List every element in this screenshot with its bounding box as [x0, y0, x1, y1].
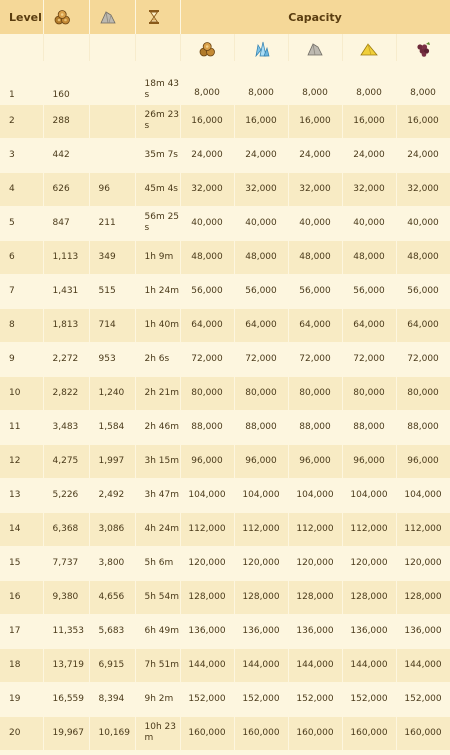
capacity-marble-cell: 80,000: [288, 376, 342, 410]
wine-icon: [414, 41, 432, 57]
table-row: [0, 546, 450, 580]
wood-cost-cell: 2,272: [43, 342, 89, 376]
capacity-marble-cell: 40,000: [288, 206, 342, 240]
capacity-crystal-cell: 128,000: [234, 580, 288, 614]
wood-cost-cell: 1,813: [43, 308, 89, 342]
marble-cost-cell: 515: [89, 274, 135, 308]
capacity-wood-cell: 88,000: [180, 410, 234, 444]
capacity-sulfur-cell: 136,000: [342, 614, 396, 648]
capacity-wine-cell: 136,000: [396, 614, 450, 648]
capacity-header: Capacity: [180, 0, 450, 34]
marble-cost-cell: 6,915: [89, 648, 135, 682]
build-time-cell: 1h 9m: [135, 240, 180, 274]
marble-cost-cell: 1,240: [89, 376, 135, 410]
level-cell: 12: [0, 444, 43, 478]
level-cell: 5: [0, 206, 43, 240]
wood-cost-cell: 847: [43, 206, 89, 240]
marble-cost-cell: 2,492: [89, 478, 135, 512]
capacity-sulfur-cell: 160,000: [342, 716, 396, 750]
level-cell: 6: [0, 240, 43, 274]
wood-cost-cell: 2,822: [43, 376, 89, 410]
capacity-wine-cell: 72,000: [396, 342, 450, 376]
capacity-wine-cell: 40,000: [396, 206, 450, 240]
capacity-marble-cell: 128,000: [288, 580, 342, 614]
capacity-wine-header: [396, 34, 450, 61]
level-cell: 13: [0, 478, 43, 512]
build-time-cell: 3h 47m: [135, 478, 180, 512]
capacity-wine-cell: 120,000: [396, 546, 450, 580]
marble-cost-cell: [89, 138, 135, 172]
capacity-wine-cell: 80,000: [396, 376, 450, 410]
build-time-cell: 26m 23s: [135, 104, 180, 138]
level-cell: 14: [0, 512, 43, 546]
build-time-cell: 3h 15m: [135, 444, 180, 478]
wood-cost-cell: 11,353: [43, 614, 89, 648]
capacity-sulfur-cell: 32,000: [342, 172, 396, 206]
capacity-wine-cell: 104,000: [396, 478, 450, 512]
wood-cost-cell: 1,431: [43, 274, 89, 308]
wood-cost-cell: 1,113: [43, 240, 89, 274]
capacity-crystal-cell: 112,000: [234, 512, 288, 546]
marble-icon: [306, 41, 324, 57]
capacity-sulfur-cell: 144,000: [342, 648, 396, 682]
capacity-marble-cell: 32,000: [288, 172, 342, 206]
marble-cost-cell: 953: [89, 342, 135, 376]
wood-cost-cell: 160: [43, 61, 89, 104]
table-row: [0, 614, 450, 648]
build-time-cell: 35m 7s: [135, 138, 180, 172]
marble-cost-cell: 96: [89, 172, 135, 206]
table-row: [0, 478, 450, 512]
marble-cost-cell: 349: [89, 240, 135, 274]
capacity-wood-cell: 40,000: [180, 206, 234, 240]
table-row: [0, 648, 450, 682]
capacity-wine-cell: 8,000: [396, 61, 450, 104]
marble-cost-cell: 4,656: [89, 580, 135, 614]
level-cell: 18: [0, 648, 43, 682]
capacity-wood-cell: 16,000: [180, 104, 234, 138]
capacity-crystal-cell: 56,000: [234, 274, 288, 308]
capacity-wood-cell: 24,000: [180, 138, 234, 172]
table-row: [0, 274, 450, 308]
build-time-cell: 2h 6s: [135, 342, 180, 376]
capacity-wood-cell: 32,000: [180, 172, 234, 206]
capacity-sulfur-cell: 120,000: [342, 546, 396, 580]
level-cell: 8: [0, 308, 43, 342]
level-cell: 15: [0, 546, 43, 580]
capacity-sulfur-cell: 104,000: [342, 478, 396, 512]
level-cell: 19: [0, 682, 43, 716]
build-time-cell: 1h 24m: [135, 274, 180, 308]
wood-cost-cell: 4,275: [43, 444, 89, 478]
capacity-sulfur-cell: 40,000: [342, 206, 396, 240]
wood-cost-cell: 5,226: [43, 478, 89, 512]
hourglass-icon: [145, 9, 163, 25]
build-time-cell: 45m 4s: [135, 172, 180, 206]
wood-icon: [198, 41, 216, 57]
capacity-sulfur-cell: 80,000: [342, 376, 396, 410]
level-cell: 1: [0, 61, 43, 104]
capacity-crystal-cell: 48,000: [234, 240, 288, 274]
marble-cost-cell: 1,584: [89, 410, 135, 444]
capacity-marble-cell: 144,000: [288, 648, 342, 682]
capacity-wood-cell: 80,000: [180, 376, 234, 410]
capacity-marble-cell: 8,000: [288, 61, 342, 104]
capacity-wine-cell: 144,000: [396, 648, 450, 682]
capacity-sulfur-cell: 56,000: [342, 274, 396, 308]
level-cell: 3: [0, 138, 43, 172]
build-time-cell: 2h 21m: [135, 376, 180, 410]
marble-cost-cell: [89, 61, 135, 104]
build-time-cell: 5h 54m: [135, 580, 180, 614]
table-row: [0, 61, 450, 104]
capacity-wine-cell: 112,000: [396, 512, 450, 546]
capacity-sulfur-header: [342, 34, 396, 61]
capacity-marble-cell: 24,000: [288, 138, 342, 172]
capacity-wood-cell: 96,000: [180, 444, 234, 478]
capacity-sulfur-cell: 24,000: [342, 138, 396, 172]
wood-icon: [53, 9, 71, 25]
capacity-wood-cell: 48,000: [180, 240, 234, 274]
capacity-wine-cell: 32,000: [396, 172, 450, 206]
marble-cost-cell: 3,800: [89, 546, 135, 580]
build-time-cell: 6h 49m: [135, 614, 180, 648]
capacity-sulfur-cell: 8,000: [342, 61, 396, 104]
wood-cost-cell: 442: [43, 138, 89, 172]
capacity-sulfur-cell: 128,000: [342, 580, 396, 614]
capacity-marble-cell: 120,000: [288, 546, 342, 580]
marble-cost-cell: 714: [89, 308, 135, 342]
capacity-wine-cell: 24,000: [396, 138, 450, 172]
table-row: [0, 308, 450, 342]
capacity-marble-cell: 160,000: [288, 716, 342, 750]
capacity-icons-row: [0, 34, 450, 61]
capacity-crystal-cell: 64,000: [234, 308, 288, 342]
capacity-wood-cell: 136,000: [180, 614, 234, 648]
build-time-cell: 2h 46m: [135, 410, 180, 444]
wood-cost-cell: 288: [43, 104, 89, 138]
wood-cost-cell: 16,559: [43, 682, 89, 716]
capacity-wine-cell: 96,000: [396, 444, 450, 478]
level-cell: 20: [0, 716, 43, 750]
wood-cost-cell: 626: [43, 172, 89, 206]
marble-cost-header: [89, 0, 135, 34]
marble-icon: [99, 9, 117, 25]
capacity-crystal-cell: 120,000: [234, 546, 288, 580]
capacity-marble-cell: 136,000: [288, 614, 342, 648]
capacity-marble-cell: 152,000: [288, 682, 342, 716]
capacity-crystal-header: [234, 34, 288, 61]
table-row: [0, 240, 450, 274]
capacity-crystal-cell: 24,000: [234, 138, 288, 172]
table-row: [0, 138, 450, 172]
capacity-sulfur-cell: 48,000: [342, 240, 396, 274]
capacity-wine-cell: 64,000: [396, 308, 450, 342]
wood-cost-cell: 7,737: [43, 546, 89, 580]
marble-cost-cell: 8,394: [89, 682, 135, 716]
table-row: [0, 104, 450, 138]
capacity-crystal-cell: 72,000: [234, 342, 288, 376]
build-time-cell: 7h 51m: [135, 648, 180, 682]
capacity-marble-header: [288, 34, 342, 61]
capacity-wood-cell: 64,000: [180, 308, 234, 342]
table-row: [0, 342, 450, 376]
level-cell: 17: [0, 614, 43, 648]
capacity-crystal-cell: 104,000: [234, 478, 288, 512]
marble-cost-cell: 1,997: [89, 444, 135, 478]
build-time-cell: 9h 2m: [135, 682, 180, 716]
capacity-crystal-cell: 16,000: [234, 104, 288, 138]
capacity-marble-cell: 88,000: [288, 410, 342, 444]
capacity-sulfur-cell: 16,000: [342, 104, 396, 138]
capacity-wine-cell: 128,000: [396, 580, 450, 614]
table-row: [0, 444, 450, 478]
table-row: [0, 410, 450, 444]
capacity-sulfur-cell: 152,000: [342, 682, 396, 716]
crystal-icon: [252, 41, 270, 57]
sulfur-icon: [360, 41, 378, 57]
capacity-wood-header: [180, 34, 234, 61]
wood-cost-cell: 19,967: [43, 716, 89, 750]
capacity-wood-cell: 8,000: [180, 61, 234, 104]
build-time-cell: 56m 25s: [135, 206, 180, 240]
capacity-crystal-cell: 96,000: [234, 444, 288, 478]
capacity-crystal-cell: 152,000: [234, 682, 288, 716]
capacity-wine-cell: 160,000: [396, 716, 450, 750]
capacity-marble-cell: 48,000: [288, 240, 342, 274]
wood-cost-cell: 13,719: [43, 648, 89, 682]
capacity-sulfur-cell: 64,000: [342, 308, 396, 342]
capacity-crystal-cell: 8,000: [234, 61, 288, 104]
build-time-cell: 10h 23m: [135, 716, 180, 750]
capacity-wood-cell: 128,000: [180, 580, 234, 614]
level-cell: 11: [0, 410, 43, 444]
capacity-crystal-cell: 80,000: [234, 376, 288, 410]
build-time-cell: 4h 24m: [135, 512, 180, 546]
level-cell: 7: [0, 274, 43, 308]
marble-cost-cell: 3,086: [89, 512, 135, 546]
capacity-marble-cell: 104,000: [288, 478, 342, 512]
capacity-marble-cell: 112,000: [288, 512, 342, 546]
build-time-cell: 18m 43s: [135, 61, 180, 104]
build-time-cell: 1h 40m: [135, 308, 180, 342]
level-cell: 10: [0, 376, 43, 410]
capacity-wood-cell: 56,000: [180, 274, 234, 308]
capacity-sulfur-cell: 88,000: [342, 410, 396, 444]
build-time-header: [135, 0, 180, 34]
capacity-wine-cell: 16,000: [396, 104, 450, 138]
capacity-sulfur-cell: 72,000: [342, 342, 396, 376]
capacity-wood-cell: 112,000: [180, 512, 234, 546]
wood-cost-cell: 6,368: [43, 512, 89, 546]
wood-cost-cell: 9,380: [43, 580, 89, 614]
table-row: [0, 512, 450, 546]
capacity-wood-cell: 120,000: [180, 546, 234, 580]
capacity-sulfur-cell: 112,000: [342, 512, 396, 546]
level-cell: 2: [0, 104, 43, 138]
capacity-crystal-cell: 136,000: [234, 614, 288, 648]
capacity-sulfur-cell: 96,000: [342, 444, 396, 478]
level-header: Level: [0, 0, 43, 34]
header-row: [0, 0, 450, 34]
capacity-wine-cell: 48,000: [396, 240, 450, 274]
capacity-wine-cell: 56,000: [396, 274, 450, 308]
build-time-cell: 5h 6m: [135, 546, 180, 580]
level-cell: 4: [0, 172, 43, 206]
capacity-marble-cell: 16,000: [288, 104, 342, 138]
wood-cost-header: [43, 0, 89, 34]
capacity-wood-cell: 144,000: [180, 648, 234, 682]
table-row: [0, 376, 450, 410]
capacity-marble-cell: 56,000: [288, 274, 342, 308]
table-row: [0, 580, 450, 614]
level-cell: 9: [0, 342, 43, 376]
table-row: [0, 172, 450, 206]
capacity-crystal-cell: 40,000: [234, 206, 288, 240]
marble-cost-cell: 211: [89, 206, 135, 240]
capacity-wood-cell: 152,000: [180, 682, 234, 716]
table-row: [0, 682, 450, 716]
capacity-crystal-cell: 32,000: [234, 172, 288, 206]
capacity-crystal-cell: 144,000: [234, 648, 288, 682]
wood-cost-cell: 3,483: [43, 410, 89, 444]
level-cell: 16: [0, 580, 43, 614]
capacity-wine-cell: 152,000: [396, 682, 450, 716]
capacity-wood-cell: 104,000: [180, 478, 234, 512]
capacity-marble-cell: 64,000: [288, 308, 342, 342]
capacity-wood-cell: 160,000: [180, 716, 234, 750]
capacity-marble-cell: 72,000: [288, 342, 342, 376]
table-row: [0, 206, 450, 240]
capacity-crystal-cell: 88,000: [234, 410, 288, 444]
capacity-crystal-cell: 160,000: [234, 716, 288, 750]
marble-cost-cell: 10,169: [89, 716, 135, 750]
table-row: [0, 716, 450, 750]
capacity-wood-cell: 72,000: [180, 342, 234, 376]
marble-cost-cell: [89, 104, 135, 138]
marble-cost-cell: 5,683: [89, 614, 135, 648]
capacity-marble-cell: 96,000: [288, 444, 342, 478]
capacity-wine-cell: 88,000: [396, 410, 450, 444]
